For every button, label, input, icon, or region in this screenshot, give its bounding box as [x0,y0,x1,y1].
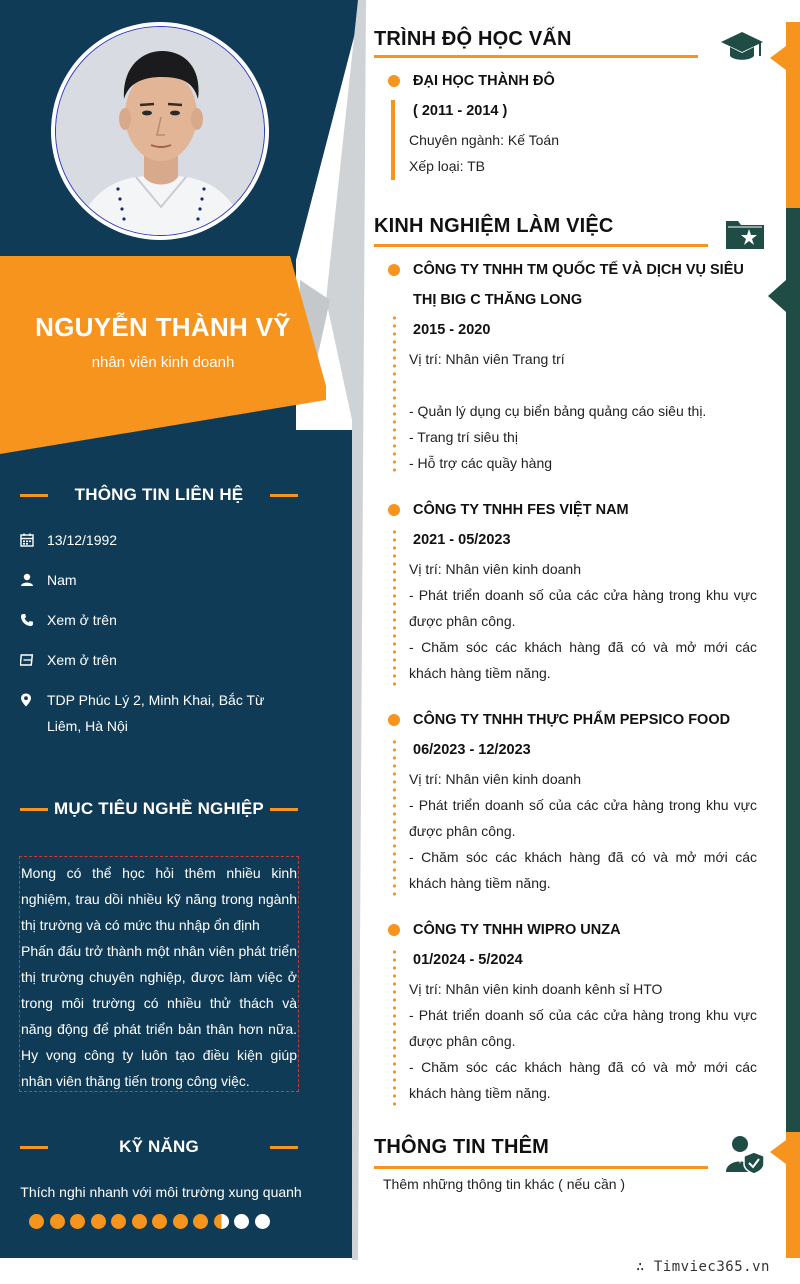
contact-gender [20,567,300,593]
email-icon [20,647,47,673]
edge-pointer [770,46,786,70]
calendar-icon [20,527,47,553]
edge-bar-additional [786,1132,800,1258]
additional-text: Thêm những thông tin khác ( nếu cần ) [383,1176,626,1192]
heading-dash [270,494,298,497]
graduation-cap-icon [720,30,764,69]
experience-heading: KINH NGHIỆM LÀM VIỆC [374,215,614,237]
contact-address [20,687,300,739]
timeline-dotted-line [393,948,396,1106]
education-major: Chuyên ngành: Kế Toán [409,132,559,148]
job-details [409,556,757,686]
additional-heading: THÔNG TIN THÊM [374,1136,550,1158]
timeline-dot [388,75,400,87]
portrait-image [56,27,265,236]
job-period: 2021 - 05/2023 [413,532,511,548]
job-duty: - Hỗ trợ các quầy hàng [409,455,553,471]
sidebar-background-lower [0,430,358,1258]
contact-birthday [20,527,300,553]
job-period: 06/2023 - 12/2023 [413,742,531,758]
job-duty: - Trang trí siêu thị [409,429,518,445]
timeline-dotted-line [393,314,396,476]
skill-dot [234,1214,249,1229]
job-duty: - Chăm sóc các khách hàng đã có và mở mới các khách hàng tiềm năng. [409,639,757,681]
skill-dot [132,1214,147,1229]
location-icon [20,687,47,739]
person-icon [20,567,47,593]
contact-value: Xem ở trên [47,612,117,628]
objective-heading-text: MỤC TIÊU NGHỀ NGHIỆP [54,799,264,818]
objective-text-box [19,856,299,1092]
edge-bar-experience [786,208,800,1132]
edge-pointer [768,280,786,312]
edge-bar-education [786,22,800,208]
education-heading: TRÌNH ĐỘ HỌC VẤN [374,28,572,50]
job-duty: - Quản lý dụng cụ biển bảng quảng cáo siêu thị. [409,403,707,419]
skills-heading-text: KỸ NĂNG [119,1137,199,1156]
timeline-dot [388,924,400,936]
objective-heading [20,799,298,819]
objective-paragraph: Phấn đấu trở thành một nhân viên phát triển thị trường chuyên nghiệp, được làm việc ở trong môi trường có nhiều thử thách và năng động để phát triển bản thân hơn nữa. Hy vọng công ty luôn tạo điều kiện giúp nhân viên thăng tiến trong công việc. [21,943,297,1089]
heading-dash [270,1146,298,1149]
skill-dot [29,1214,44,1229]
skill-dot [152,1214,167,1229]
job-period: 2015 - 2020 [413,322,491,338]
job-details [409,766,757,896]
experience-heading-underline [374,244,708,247]
skill-dot [255,1214,270,1229]
additional-heading-underline [374,1166,708,1169]
school-name: ĐẠI HỌC THÀNH ĐÔ [413,73,555,89]
phone-icon [20,607,47,633]
job-position: Vị trí: Nhân viên Trang trí [409,351,565,367]
job-duty: - Phát triển doanh số của các cửa hàng trong khu vực được phân công. [409,797,757,839]
footer-brand: ∴ Timviec365.vn [636,1259,770,1275]
heading-dash [20,494,48,497]
timeline-dot [388,504,400,516]
skill-name: Thích nghi nhanh với môi trường xung quanh [20,1184,302,1200]
job-title: nhân viên kinh doanh [91,354,235,371]
skill-dot [70,1214,85,1229]
timeline-dotted-line [393,738,396,896]
company-name: CÔNG TY TNHH FES VIỆT NAM [413,502,629,518]
job-position: Vị trí: Nhân viên kinh doanh [409,771,581,787]
job-duty: - Chăm sóc các khách hàng đã có và mở mới các khách hàng tiềm năng. [409,849,757,891]
avatar [55,26,265,236]
skill-dot [111,1214,126,1229]
education-period: ( 2011 - 2014 ) [413,103,508,119]
job-position: Vị trí: Nhân viên kinh doanh kênh sỉ HTO [409,981,663,997]
education-heading-underline [374,55,698,58]
full-name: NGUYỄN THÀNH VỸ [35,312,291,342]
contact-heading [20,485,298,505]
job-details [409,976,757,1106]
skill-dot [91,1214,106,1229]
skill-dot [214,1214,229,1229]
skill-dot [173,1214,188,1229]
objective-paragraph: Mong có thể học hỏi thêm nhiều kinh nghiệm, trau dồi nhiều kỹ năng trong ngành thị trường và có mức thu nhập ổn định [21,865,297,933]
timeline-line [391,100,395,180]
education-grade: Xếp loại: TB [409,158,486,174]
heading-dash [270,808,298,811]
contact-value: TDP Phúc Lý 2, Minh Khai, Bắc Từ Liêm, Hà Nội [47,692,265,734]
contact-value: 13/12/1992 [47,532,118,548]
job-duty: - Phát triển doanh số của các cửa hàng trong khu vực được phân công. [409,587,757,629]
skill-dot [193,1214,208,1229]
company-name: CÔNG TY TNHH WIPRO UNZA [413,922,621,938]
company-name: CÔNG TY TNHH THỰC PHẨM PEPSICO FOOD [413,712,731,728]
timeline-dotted-line [393,528,396,686]
skill-rating [29,1214,270,1229]
timeline-dot [388,714,400,726]
job-period: 01/2024 - 5/2024 [413,952,523,968]
skill-dot [50,1214,65,1229]
heading-dash [20,808,48,811]
heading-dash [20,1146,48,1149]
contact-value: Nam [47,572,77,588]
job-duty: - Phát triển doanh số của các cửa hàng trong khu vực được phân công. [409,1007,757,1049]
job-duty: - Chăm sóc các khách hàng đã có và mở mới các khách hàng tiềm năng. [409,1059,757,1101]
job-position: Vị trí: Nhân viên kinh doanh [409,561,581,577]
briefcase-star-icon [724,217,766,256]
company-name: CÔNG TY TNHH TM QUỐC TẾ VÀ DỊCH VỤ SIÊU [413,262,744,278]
person-check-icon [724,1134,766,1179]
skills-heading [20,1137,298,1157]
contact-email [20,647,300,673]
contact-heading-text: THÔNG TIN LIÊN HỆ [74,485,244,504]
company-name: THỊ BIG C THĂNG LONG [413,292,583,308]
contact-value: Xem ở trên [47,652,117,668]
contact-phone [20,607,300,633]
timeline-dot [388,264,400,276]
edge-pointer [770,1140,786,1164]
